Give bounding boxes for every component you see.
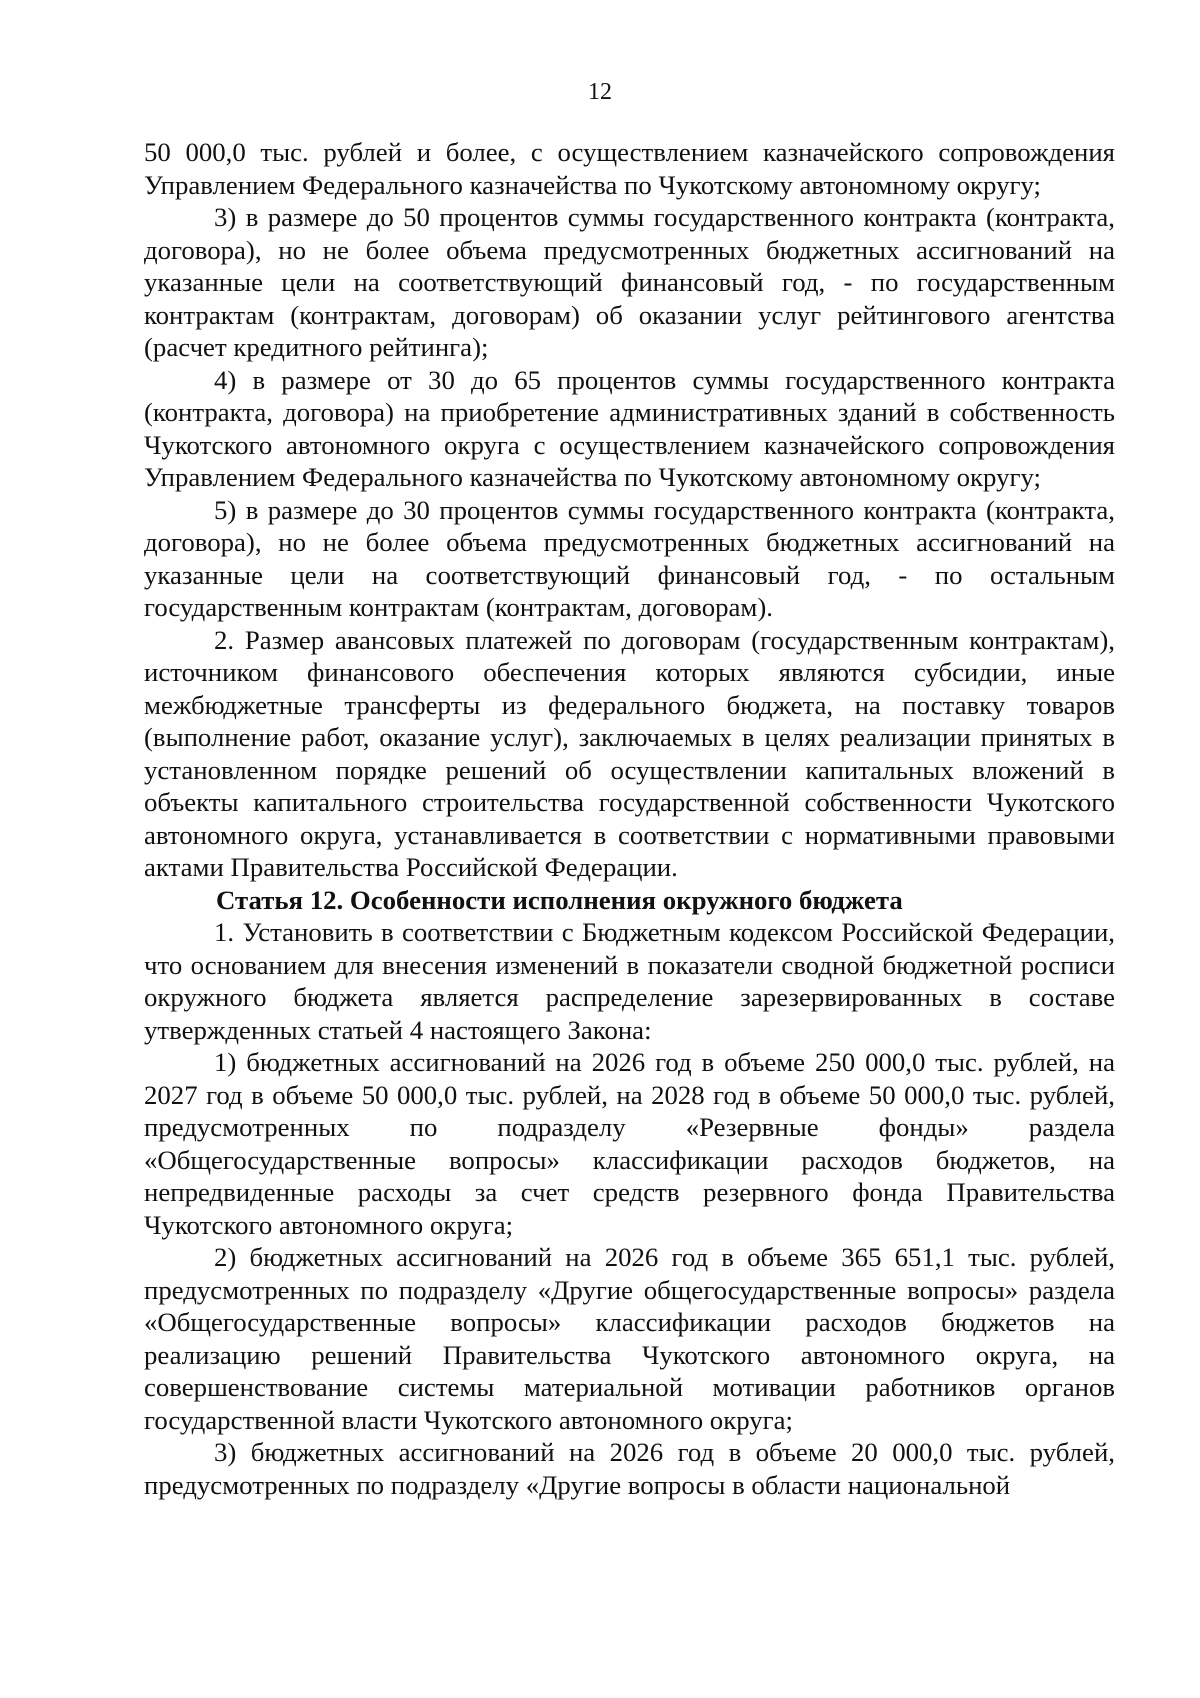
paragraph-item-3: 3) в размере до 50 процентов суммы государственного контракта (контракта, договора), но не более объема предусмотренных бюджетных ассигнований на указанные цели на соответствующий финансовый год, - по государственным контрактам (контрактам, договорам) об оказании услуг рейтингового агентства (расчет кредитного рейтинга); xyxy=(144,202,1115,362)
paragraph-part-1: 1. Установить в соответствии с Бюджетным кодексом Российской Федерации, что основанием для внесения изменений в показатели сводной бюджетной росписи окружного бюджета является распределение зарезервированных в составе утвержденных статьей 4 настоящего Закона: xyxy=(144,917,1115,1045)
paragraph-item-4: 4) в размере от 30 до 65 процентов суммы государственного контракта (контракта, договора) на приобретение административных зданий в собственность Чукотского автономного округа с осуществлением казначейского сопровождения Управлением Федерального казначейства по Чукотскому автономному округу; xyxy=(144,364,1115,492)
page-number: 12 xyxy=(588,79,612,105)
paragraph-continuation: 50 000,0 тыс. рублей и более, с осуществлением казначейского сопровождения Управлением Федерального казначейства по Чукотскому автономному округу; xyxy=(144,137,1115,200)
paragraph-item-5: 5) в размере до 30 процентов суммы государственного контракта (контракта, договора), но не более объема предусмотренных бюджетных ассигнований на указанные цели на соответствующий финансовый год, - по остальным государственным контрактам (контрактам, договорам). xyxy=(144,494,1115,622)
paragraph-subitem-1: 1) бюджетных ассигнований на 2026 год в объеме 250 000,0 тыс. рублей, на 2027 год в объеме 50 000,0 тыс. рублей, на 2028 год в объеме 50 000,0 тыс. рублей, предусмотренных по подразделу «Резервные фонды» раздела «Общегосударственные вопросы» классификации расходов бюджетов, на непредвиденные расходы за счет средств резервного фонда Правительства Чукотского автономного округа; xyxy=(144,1047,1115,1240)
paragraph-subitem-3: 3) бюджетных ассигнований на 2026 год в объеме 20 000,0 тыс. рублей, предусмотренных по подразделу «Другие вопросы в области национальной xyxy=(144,1437,1115,1500)
paragraph-subitem-2: 2) бюджетных ассигнований на 2026 год в объеме 365 651,1 тыс. рублей, предусмотренных по подразделу «Другие общегосударственные вопросы» раздела «Общегосударственные вопросы» классификации расходов бюджетов на реализацию решений Правительства Чукотского автономного округа, на совершенствование системы материальной мотивации работников органов государственной власти Чукотского автономного округа; xyxy=(144,1242,1115,1435)
document-body xyxy=(144,136,1115,1501)
article-heading: Статья 12. Особенности исполнения окружного бюджета xyxy=(216,884,903,915)
paragraph-part-2: 2. Размер авансовых платежей по договорам (государственным контрактам), источником финансового обеспечения которых являются субсидии, иные межбюджетные трансферты из федерального бюджета, на поставку товаров (выполнение работ, оказание услуг), заключаемых в целях реализации принятых в установленном порядке решений об осуществлении капитальных вложений в объекты капитального строительства государственной собственности Чукотского автономного округа, устанавливается в соответствии с нормативными правовыми актами Правительства Российской Федерации. xyxy=(144,624,1115,882)
